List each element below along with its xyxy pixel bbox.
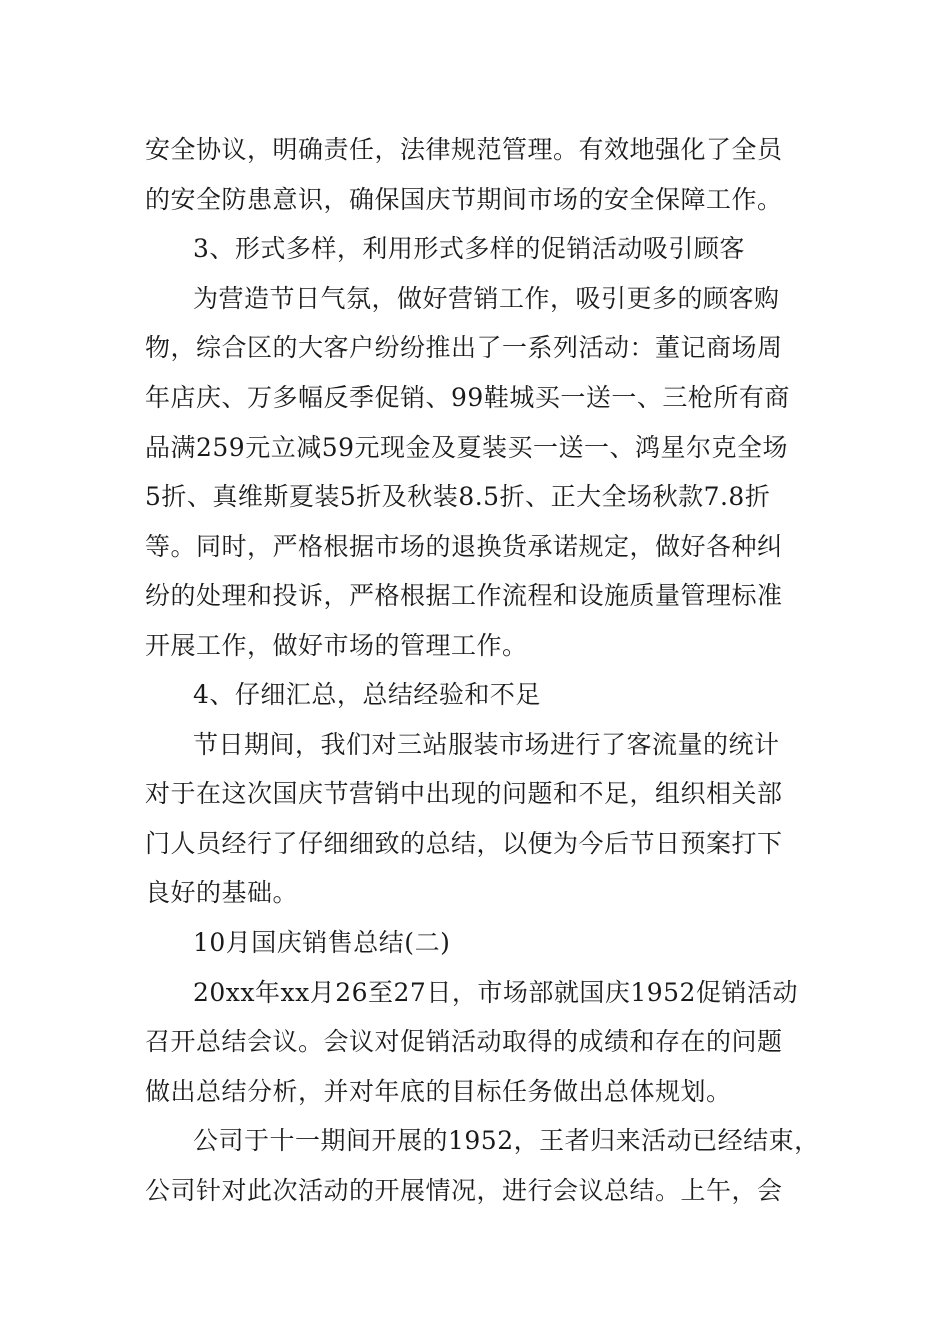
text-line: 节日期间，我们对三站服装市场进行了客流量的统计 [193, 730, 780, 759]
text-line: 年店庆、万多幅反季促销、99鞋城买一送一、三枪所有商 [145, 383, 790, 412]
text-line: 公司针对此次活动的开展情况，进行会议总结。上午，会 [145, 1176, 783, 1205]
section-title: 10月国庆销售总结(二) [193, 928, 451, 957]
text-line: 良好的基础。 [145, 878, 299, 907]
text-line: 等。同时，严格根据市场的退换货承诺规定，做好各种纠 [145, 532, 783, 561]
text-line: 物，综合区的大客户纷纷推出了一系列活动：董记商场周 [145, 333, 783, 362]
text-line: 做出总结分析，并对年底的目标任务做出总体规划。 [145, 1077, 732, 1106]
text-line: 门人员经行了仔细细致的总结，以便为今后节日预案打下 [145, 829, 783, 858]
text-line: 的安全防患意识，确保国庆节期间市场的安全保障工作。 [145, 185, 783, 214]
text-line: 品满259元立减59元现金及夏装买一送一、鸿星尔克全场 [145, 433, 789, 462]
text-line: 20xx年xx月26至27日，市场部就国庆1952促销活动 [193, 978, 798, 1007]
section-heading: 3、形式多样，利用形式多样的促销活动吸引顾客 [193, 234, 745, 263]
text-line: 对于在这次国庆节营销中出现的问题和不足，组织相关部 [145, 779, 783, 808]
text-line: 5折、真维斯夏装5折及秋装8.5折、正大全场秋款7.8折 [145, 482, 771, 511]
text-line: 公司于十一期间开展的1952，王者归来活动已经结束， [193, 1126, 820, 1155]
text-line: 为营造节日气氛，做好营销工作，吸引更多的顾客购 [193, 284, 780, 313]
section-heading: 4、仔细汇总，总结经验和不足 [193, 680, 541, 709]
text-line: 召开总结会议。会议对促销活动取得的成绩和存在的问题 [145, 1027, 783, 1056]
text-line: 安全协议，明确责任，法律规范管理。有效地强化了全员 [145, 135, 783, 164]
text-line: 开展工作，做好市场的管理工作。 [145, 631, 528, 660]
text-line: 纷的处理和投诉，严格根据工作流程和设施质量管理标准 [145, 581, 783, 610]
